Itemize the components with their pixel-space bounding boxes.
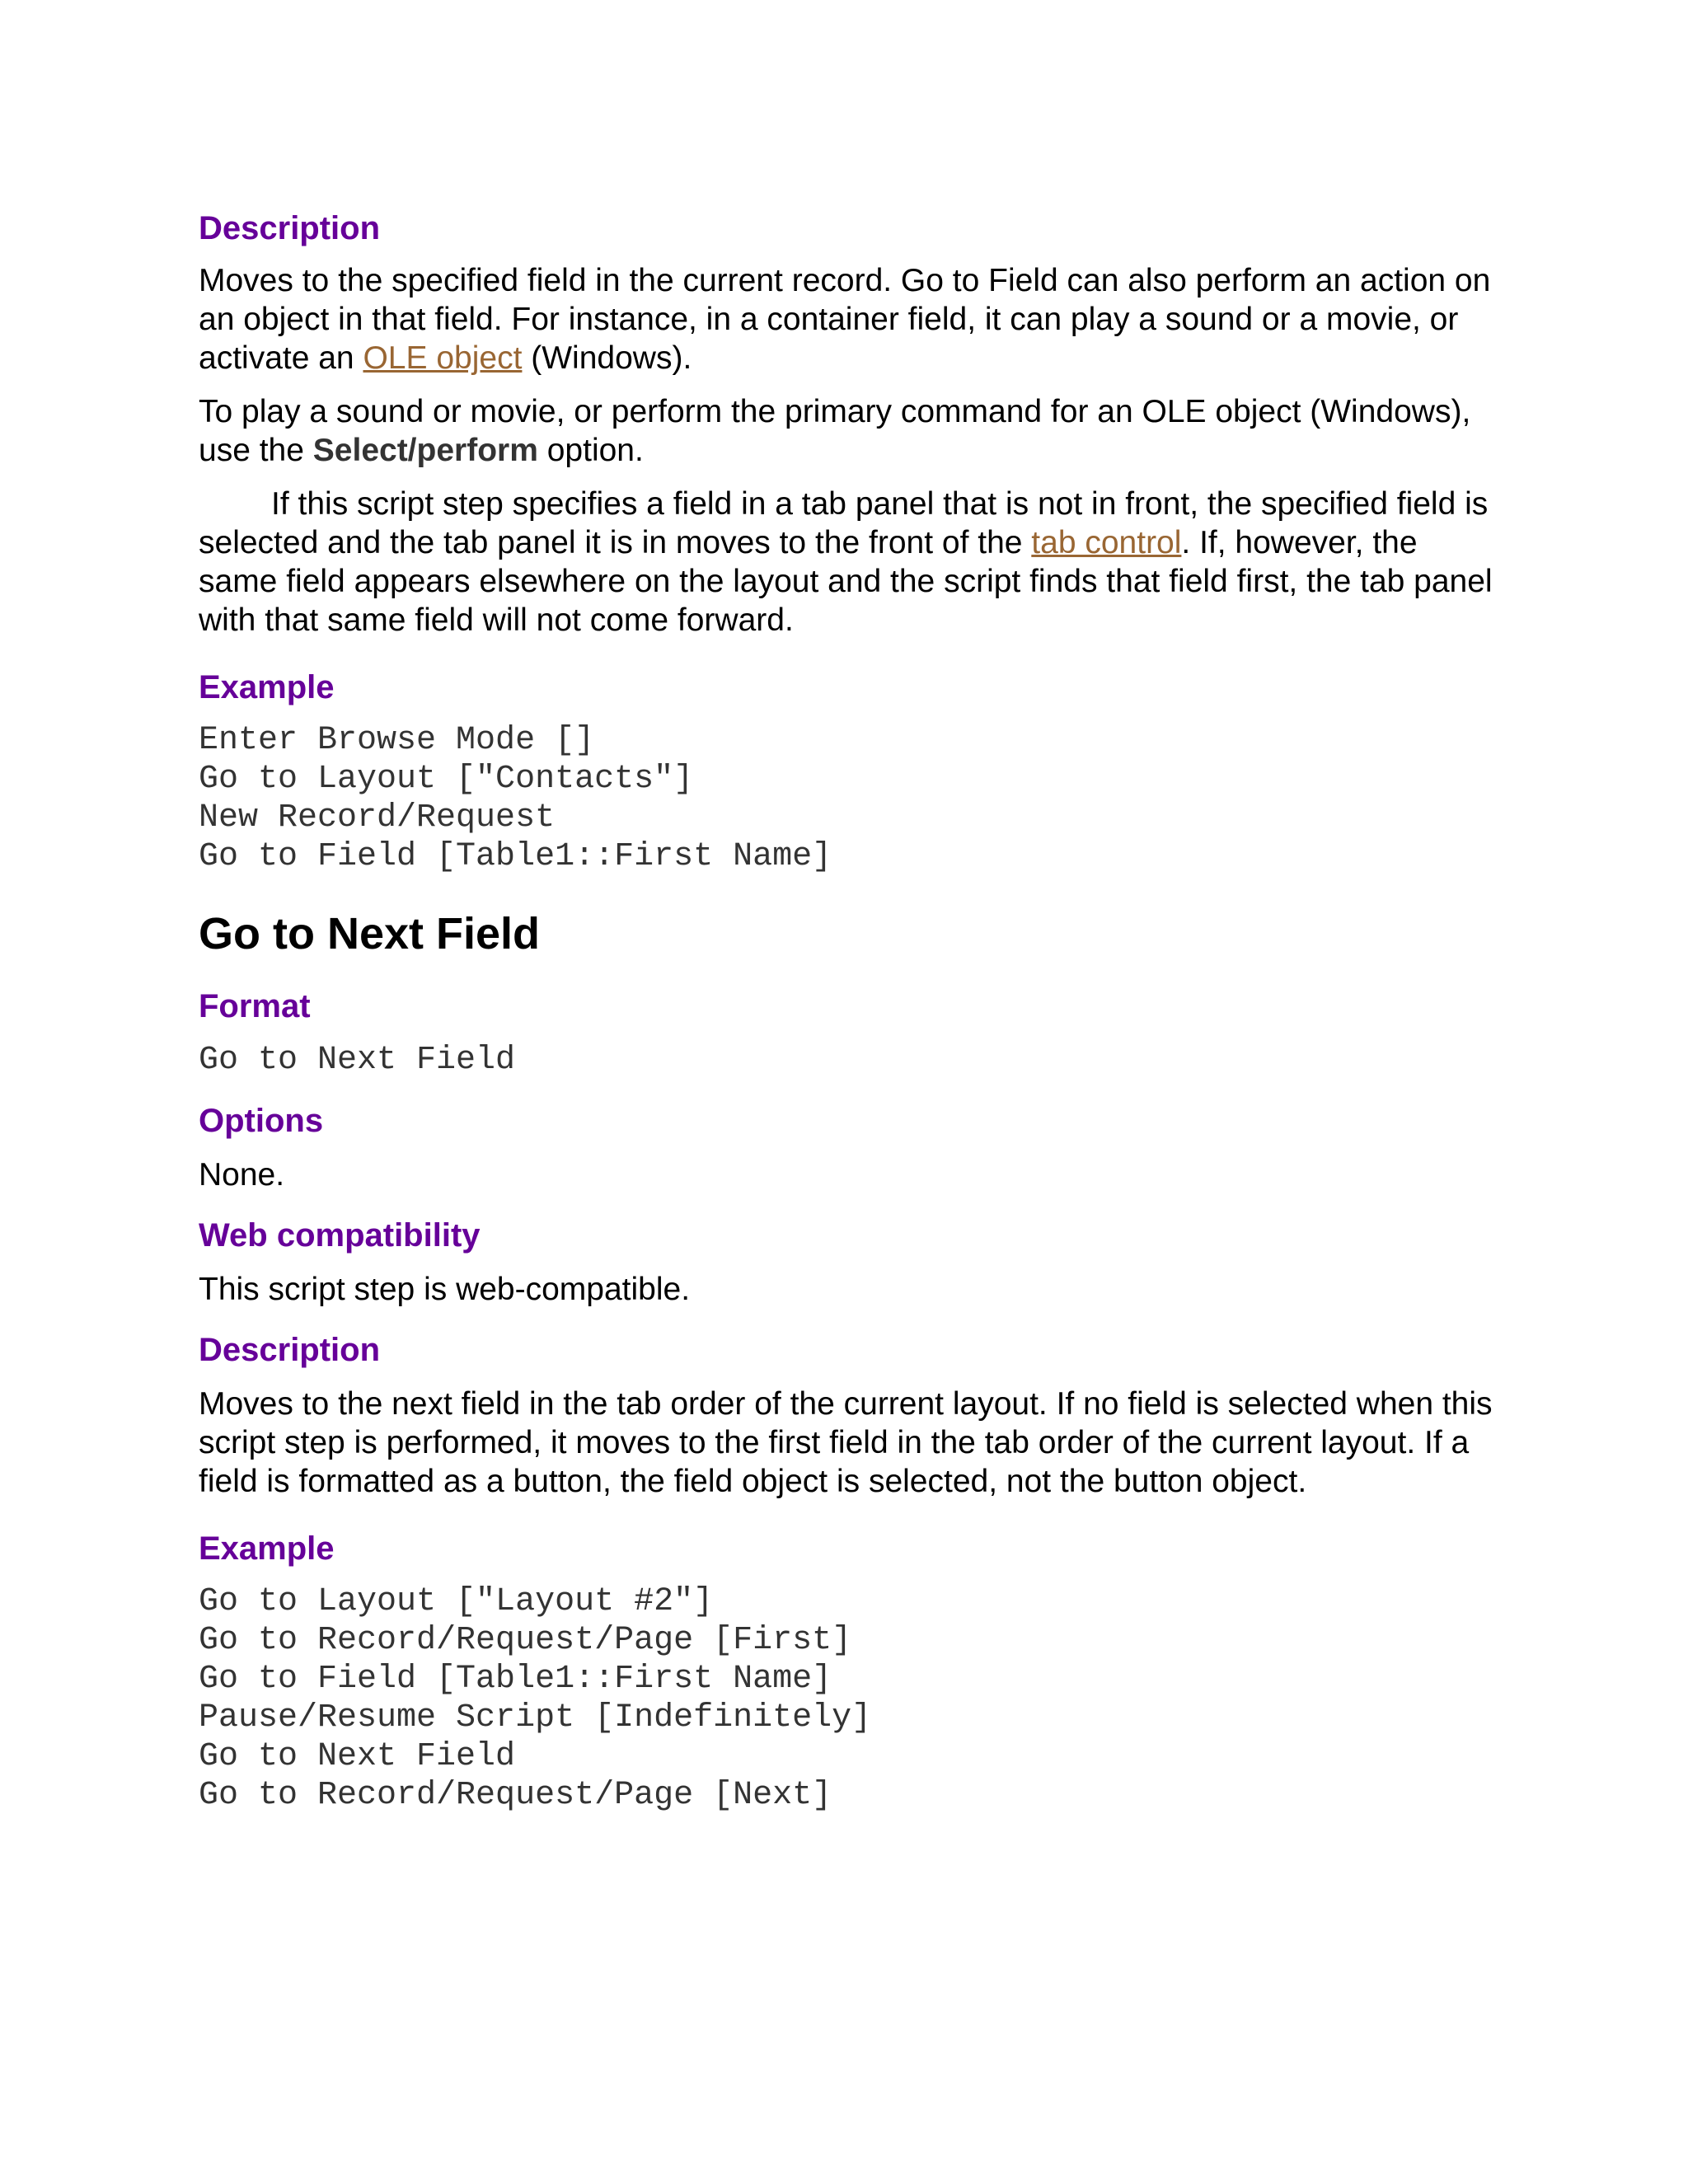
example-code-block bbox=[199, 721, 1493, 876]
format-heading: Format bbox=[199, 988, 311, 1024]
description-paragraph-2 bbox=[199, 392, 1493, 470]
code-line: Go to Layout ["Layout #2"] bbox=[199, 1583, 714, 1620]
example-code-block-2 bbox=[199, 1582, 1493, 1815]
select-perform-option: Select/perform bbox=[312, 433, 538, 468]
code-line: New Record/Request bbox=[199, 799, 556, 837]
example-heading-2: Example bbox=[199, 1530, 335, 1567]
code-line: Enter Browse Mode [] bbox=[199, 722, 595, 759]
section-title: Go to Next Field bbox=[199, 909, 541, 958]
description-paragraph-3 bbox=[199, 485, 1493, 640]
description-paragraph-1 bbox=[199, 261, 1493, 377]
para1-text-a: Moves to the specified field in the current record. Go to Field can also perform an action on an object in that field. For instance, in a container field, it can play a sound or a movie, or activate an bbox=[199, 263, 1491, 376]
description-text-2: Moves to the next field in the tab order of the current layout. If no field is selected when this script step is performed, it moves to the first field in the tab order of the current layout. If a field is formatted as a button, the field object is selected, not the button object. bbox=[199, 1386, 1493, 1499]
code-line: Go to Field [Table1::First Name] bbox=[199, 838, 832, 875]
code-line: Pause/Resume Script [Indefinitely] bbox=[199, 1699, 872, 1736]
description-heading-2: Description bbox=[199, 1332, 381, 1368]
para2-text-a: To play a sound or movie, or perform the primary command for an OLE object (Windows), use the bbox=[199, 394, 1471, 468]
code-line: Go to Record/Request/Page [Next] bbox=[199, 1777, 832, 1814]
para2-text-b: option. bbox=[537, 433, 644, 468]
para3-text-a: If this script step specifies a field in a tab panel that is not in front, the specified field is selected and the tab panel it is in moves to the front of the bbox=[199, 486, 1489, 560]
code-line: Go to Next Field bbox=[199, 1738, 516, 1775]
options-text: None. bbox=[199, 1157, 285, 1193]
code-line: Go to Layout ["Contacts"] bbox=[199, 761, 694, 798]
format-code: Go to Next Field bbox=[199, 1042, 516, 1079]
document-page bbox=[199, 209, 1493, 1815]
web-compatibility-heading: Web compatibility bbox=[199, 1217, 481, 1254]
options-heading: Options bbox=[199, 1103, 324, 1139]
web-compatibility-text: This script step is web-compatible. bbox=[199, 1272, 691, 1307]
para3-text-b: . If, however, the same field appears elsewhere on the layout and the script finds that field first, the tab panel with that same field will not come forward. bbox=[199, 525, 1493, 638]
code-line: Go to Field [Table1::First Name] bbox=[199, 1661, 832, 1698]
example-heading: Example bbox=[199, 669, 335, 705]
code-line: Go to Record/Request/Page [First] bbox=[199, 1622, 852, 1659]
ole-object-link[interactable]: OLE object bbox=[363, 340, 523, 376]
description-heading: Description bbox=[199, 210, 381, 246]
para1-text-b: (Windows). bbox=[522, 340, 692, 376]
tab-control-link[interactable]: tab control bbox=[1031, 525, 1182, 560]
